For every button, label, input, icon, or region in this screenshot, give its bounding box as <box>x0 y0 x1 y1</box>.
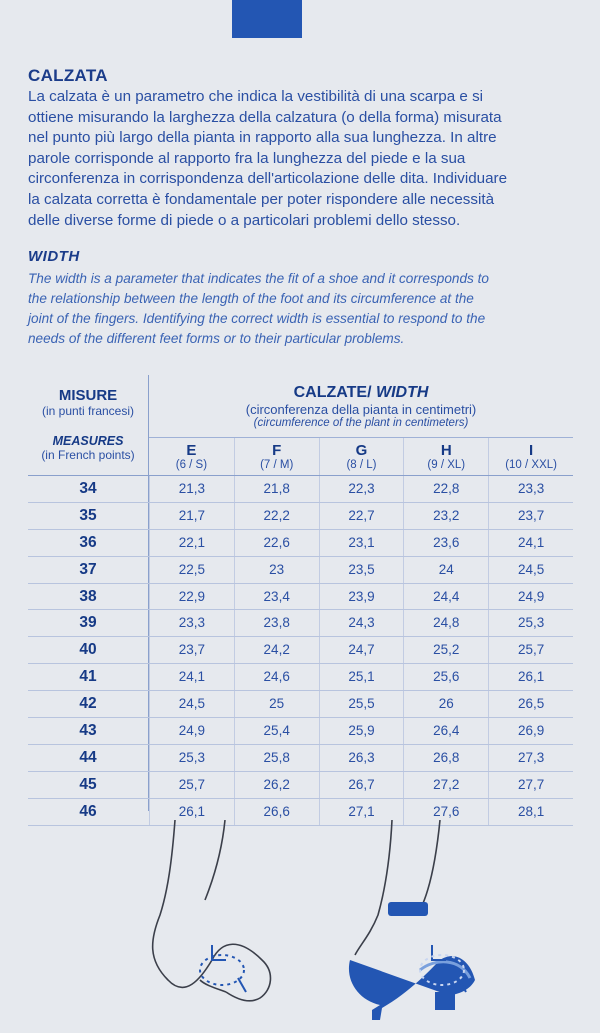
calzate-label: CALZATE/ <box>293 384 372 401</box>
column-headers <box>149 437 573 476</box>
calzata-paragraph <box>28 87 573 231</box>
measure-cell: 46 <box>79 802 97 820</box>
width-value-cell: 25,8 <box>234 745 319 771</box>
table-row <box>28 718 573 745</box>
width-value-cell: 26 <box>403 691 488 717</box>
width-value-cell: 23,2 <box>403 503 488 529</box>
calzata-line: nel punto più largo della pianta in rapporto alla sua lunghezza. In altre <box>28 129 497 147</box>
width-value-cell: 27,7 <box>488 772 573 798</box>
width-value-cell: 21,3 <box>149 476 234 502</box>
width-value-cell: 27,3 <box>488 745 573 771</box>
width-value-cell: 26,1 <box>488 664 573 690</box>
width-value-cell: 25 <box>234 691 319 717</box>
width-value-cell: 23,3 <box>149 610 234 636</box>
width-line: The width is a parameter that indicates the fit of a shoe and it corresponds to <box>28 271 489 286</box>
measures-label: MEASURES <box>52 434 124 448</box>
width-size: (10 / XXL) <box>505 459 557 471</box>
calzata-line: parole corrisponde al rapporto fra la lunghezza del piede e la sua <box>28 149 466 167</box>
width-paragraph <box>28 269 573 349</box>
width-value-cell: 26,3 <box>319 745 404 771</box>
measure-cell: 39 <box>79 614 97 632</box>
measures-header <box>28 375 148 462</box>
table-row <box>28 610 573 637</box>
width-value-cell: 25,1 <box>319 664 404 690</box>
width-header <box>149 375 573 429</box>
calzata-line: delle diverse forme di piede o a particolari problemi dello stesso. <box>28 211 461 229</box>
width-value-cell: 22,8 <box>403 476 488 502</box>
measure-cell: 43 <box>79 722 97 740</box>
width-value-cell: 22,5 <box>149 557 234 583</box>
calzata-line: ottiene misurando la larghezza della calzatura (o della forma) misurata <box>28 108 502 126</box>
width-line: needs of the different feet forms or to their particular problems. <box>28 331 405 346</box>
width-value-cell: 23 <box>234 557 319 583</box>
width-value-cell: 24,9 <box>488 584 573 610</box>
width-value-cell: 25,7 <box>488 637 573 663</box>
misure-sub: (in punti francesi) <box>41 404 135 418</box>
width-line: joint of the fingers. Identifying the correct width is essential to respond to the <box>28 311 486 326</box>
width-letter: E <box>186 442 197 459</box>
width-column-header <box>234 438 319 476</box>
width-value-cell: 26,5 <box>488 691 573 717</box>
measure-cell: 35 <box>79 506 97 524</box>
width-value-cell: 25,3 <box>149 745 234 771</box>
measure-cell: 41 <box>79 668 97 686</box>
width-value-cell: 23,4 <box>234 584 319 610</box>
width-value-cell: 23,3 <box>488 476 573 502</box>
bare-foot-icon <box>153 820 271 1001</box>
width-value-cell: 25,7 <box>149 772 234 798</box>
width-value-cell: 24 <box>403 557 488 583</box>
table-row <box>28 772 573 799</box>
table-row <box>28 584 573 611</box>
width-value-cell: 24,1 <box>149 664 234 690</box>
width-line: the relationship between the length of the foot and its circumference at the <box>28 291 474 306</box>
width-value-cell: 23,6 <box>403 530 488 556</box>
width-size: (9 / XL) <box>427 459 466 471</box>
width-value-cell: 23,5 <box>319 557 404 583</box>
width-value-cell: 22,6 <box>234 530 319 556</box>
width-value-cell: 24,7 <box>319 637 404 663</box>
width-size: (7 / M) <box>260 459 294 471</box>
width-value-cell: 26,2 <box>234 772 319 798</box>
table-row <box>28 476 573 503</box>
width-value-cell: 23,7 <box>149 637 234 663</box>
measure-cell: 38 <box>79 587 97 605</box>
width-title: WIDTH <box>28 248 80 265</box>
width-value-cell: 25,2 <box>403 637 488 663</box>
width-value-cell: 23,9 <box>319 584 404 610</box>
width-column-header <box>488 438 573 476</box>
measure-cell: 34 <box>79 480 97 497</box>
width-value-cell: 28,1 <box>488 799 573 825</box>
width-value-cell: 23,7 <box>488 503 573 529</box>
width-letter: G <box>355 442 368 459</box>
table-row <box>28 503 573 530</box>
width-value-cell: 23,1 <box>319 530 404 556</box>
width-value-cell: 24,5 <box>488 557 573 583</box>
width-value-cell: 25,9 <box>319 718 404 744</box>
width-value-cell: 25,4 <box>234 718 319 744</box>
misure-label: MISURE <box>58 387 118 404</box>
width-value-cell: 24,2 <box>234 637 319 663</box>
shoe-foot-icon <box>349 820 475 1020</box>
width-value-cell: 26,1 <box>149 799 234 825</box>
measure-cell: 45 <box>79 775 97 793</box>
width-value-cell: 26,6 <box>234 799 319 825</box>
width-column-header <box>149 438 234 476</box>
width-letter: H <box>440 442 452 459</box>
width-value-cell: 24,6 <box>234 664 319 690</box>
calzata-line: la calzata corretta è fondamentale per poter rispondere alle necessità <box>28 190 495 208</box>
table-row <box>28 557 573 584</box>
width-label: WIDTH <box>375 384 429 401</box>
table-row <box>28 637 573 664</box>
table-body <box>28 475 573 826</box>
width-value-cell: 22,9 <box>149 584 234 610</box>
table-row <box>28 530 573 557</box>
measure-cell: 36 <box>79 533 97 551</box>
width-sub-en: (circumference of the plant in centimeters) <box>253 417 469 429</box>
width-value-cell: 23,8 <box>234 610 319 636</box>
calzata-line: circonferenza in corrispondenza dell'articolazione delle dita. Individuare <box>28 170 508 188</box>
width-sub-it: (circonferenza della pianta in centimetri) <box>245 402 477 417</box>
width-value-cell: 27,1 <box>319 799 404 825</box>
width-value-cell: 27,6 <box>403 799 488 825</box>
width-size: (6 / S) <box>175 459 208 471</box>
table-row <box>28 745 573 772</box>
width-value-cell: 25,3 <box>488 610 573 636</box>
measure-cell: 37 <box>79 560 97 578</box>
measures-sub: (in French points) <box>41 448 135 462</box>
width-value-cell: 24,3 <box>319 610 404 636</box>
measure-cell: 44 <box>79 748 97 766</box>
width-column-header <box>319 438 404 476</box>
measure-cell: 40 <box>79 641 97 659</box>
table-row <box>28 664 573 691</box>
width-value-cell: 26,4 <box>403 718 488 744</box>
width-value-cell: 24,1 <box>488 530 573 556</box>
width-value-cell: 24,4 <box>403 584 488 610</box>
width-value-cell: 22,7 <box>319 503 404 529</box>
width-letter: F <box>272 442 282 459</box>
width-value-cell: 22,1 <box>149 530 234 556</box>
width-value-cell: 26,8 <box>403 745 488 771</box>
calzata-title: CALZATA <box>28 66 108 85</box>
width-column-header <box>403 438 488 476</box>
feet-illustration <box>0 820 600 1033</box>
width-value-cell: 22,2 <box>234 503 319 529</box>
width-value-cell: 25,6 <box>403 664 488 690</box>
width-value-cell: 26,7 <box>319 772 404 798</box>
width-value-cell: 27,2 <box>403 772 488 798</box>
width-value-cell: 22,3 <box>319 476 404 502</box>
width-value-cell: 26,9 <box>488 718 573 744</box>
measure-cell: 42 <box>79 695 97 713</box>
calzata-line: La calzata è un parametro che indica la vestibilità di una scarpa e si <box>28 88 484 105</box>
width-value-cell: 21,7 <box>149 503 234 529</box>
top-blue-tab <box>232 0 302 38</box>
width-value-cell: 21,8 <box>234 476 319 502</box>
table-row <box>28 691 573 718</box>
width-value-cell: 24,5 <box>149 691 234 717</box>
width-size: (8 / L) <box>346 459 377 471</box>
width-value-cell: 24,8 <box>403 610 488 636</box>
width-letter: I <box>529 442 534 459</box>
width-value-cell: 24,9 <box>149 718 234 744</box>
width-value-cell: 25,5 <box>319 691 404 717</box>
